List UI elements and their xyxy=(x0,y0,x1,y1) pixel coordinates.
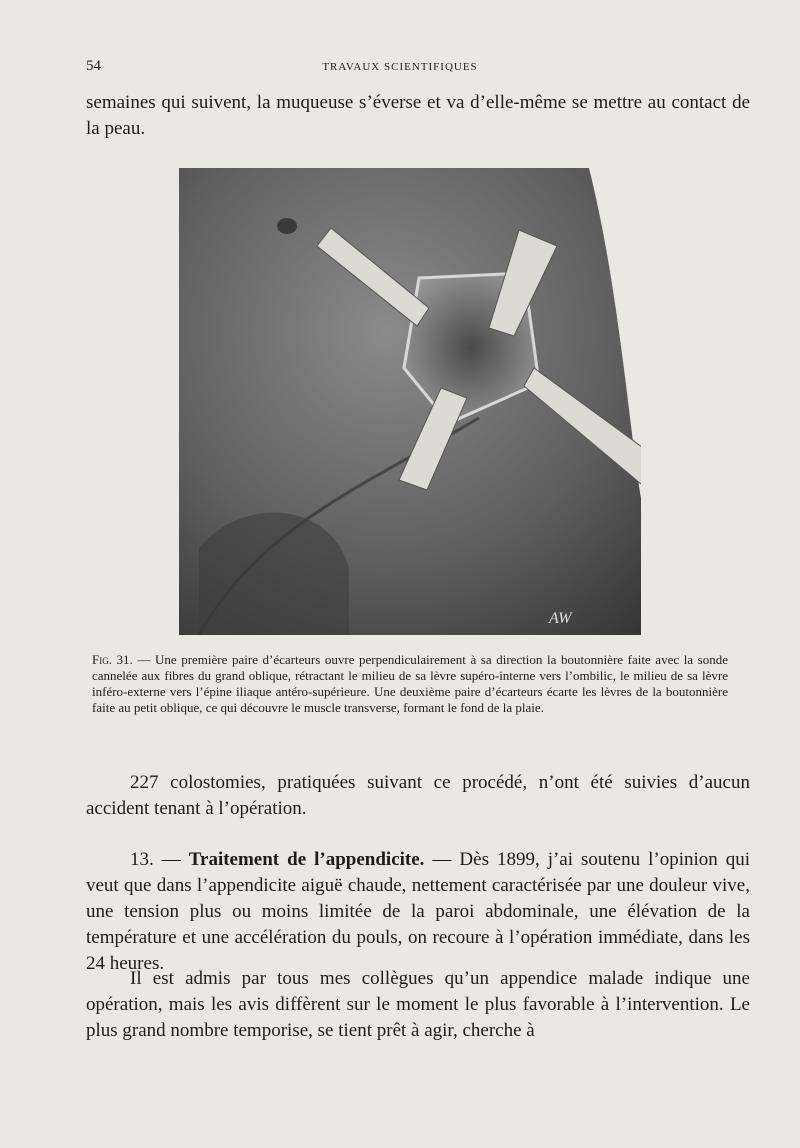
paragraph-2: 227 colostomies, pratiquées suivant ce procédé, n’ont été suivies d’aucun accident tenant à l’opération. xyxy=(86,772,750,819)
running-head: TRAVAUX SCIENTIFIQUES xyxy=(322,61,478,73)
page-number: 54 xyxy=(86,58,101,74)
navel xyxy=(277,218,297,234)
paragraph-4: Il est admis par tous mes collègues qu’un appendice malade indique une opération, mais les avis diffèrent sur le moment le plus favorable à l’intervention. Le plus grand nombre temporise, se tient prêt à agir, cherche à xyxy=(86,968,750,1041)
paragraph-3 xyxy=(86,847,750,977)
artist-signature: AW xyxy=(549,610,572,627)
paragraph-1: semaines qui suivent, la muqueuse s’éverse et va d’elle-même se mettre au contact de la peau. xyxy=(86,92,750,139)
figure-label: Fig. 31. xyxy=(92,652,133,667)
surgical-illustration xyxy=(179,168,641,635)
section-number: 13. — xyxy=(130,849,181,870)
paragraph-3-body: — Dès 1899, j’ai soutenu l’opinion qui veut que dans l’appendicite aiguë chaude, nettement caractérisée par une douleur vive, une tension plus ou moins limitée de la paroi abdominale, une élévation de la température et une accélération du pouls, on recoure à l’opération immédiate, dans les 24 heures. xyxy=(86,849,751,974)
section-heading: Traitement de l’appendicite. xyxy=(188,849,425,870)
figure-caption xyxy=(92,652,728,716)
figure-caption-text: — Une première paire d’écarteurs ouvre perpendiculairement à sa direction la boutonnière faite avec la sonde cannelée aux fibres du grand oblique, rétractant le milieu de sa lèvre supéro-interne vers l’ombilic, le milieu de sa lèvre inféro-externe vers l’épine iliaque antéro-supérieure. Une deuxième paire d’écarteurs écarte les lèvres de la boutonnière faite au petit oblique, ce qui découvre le muscle transverse, formant le fond de la plaie. xyxy=(92,652,728,715)
